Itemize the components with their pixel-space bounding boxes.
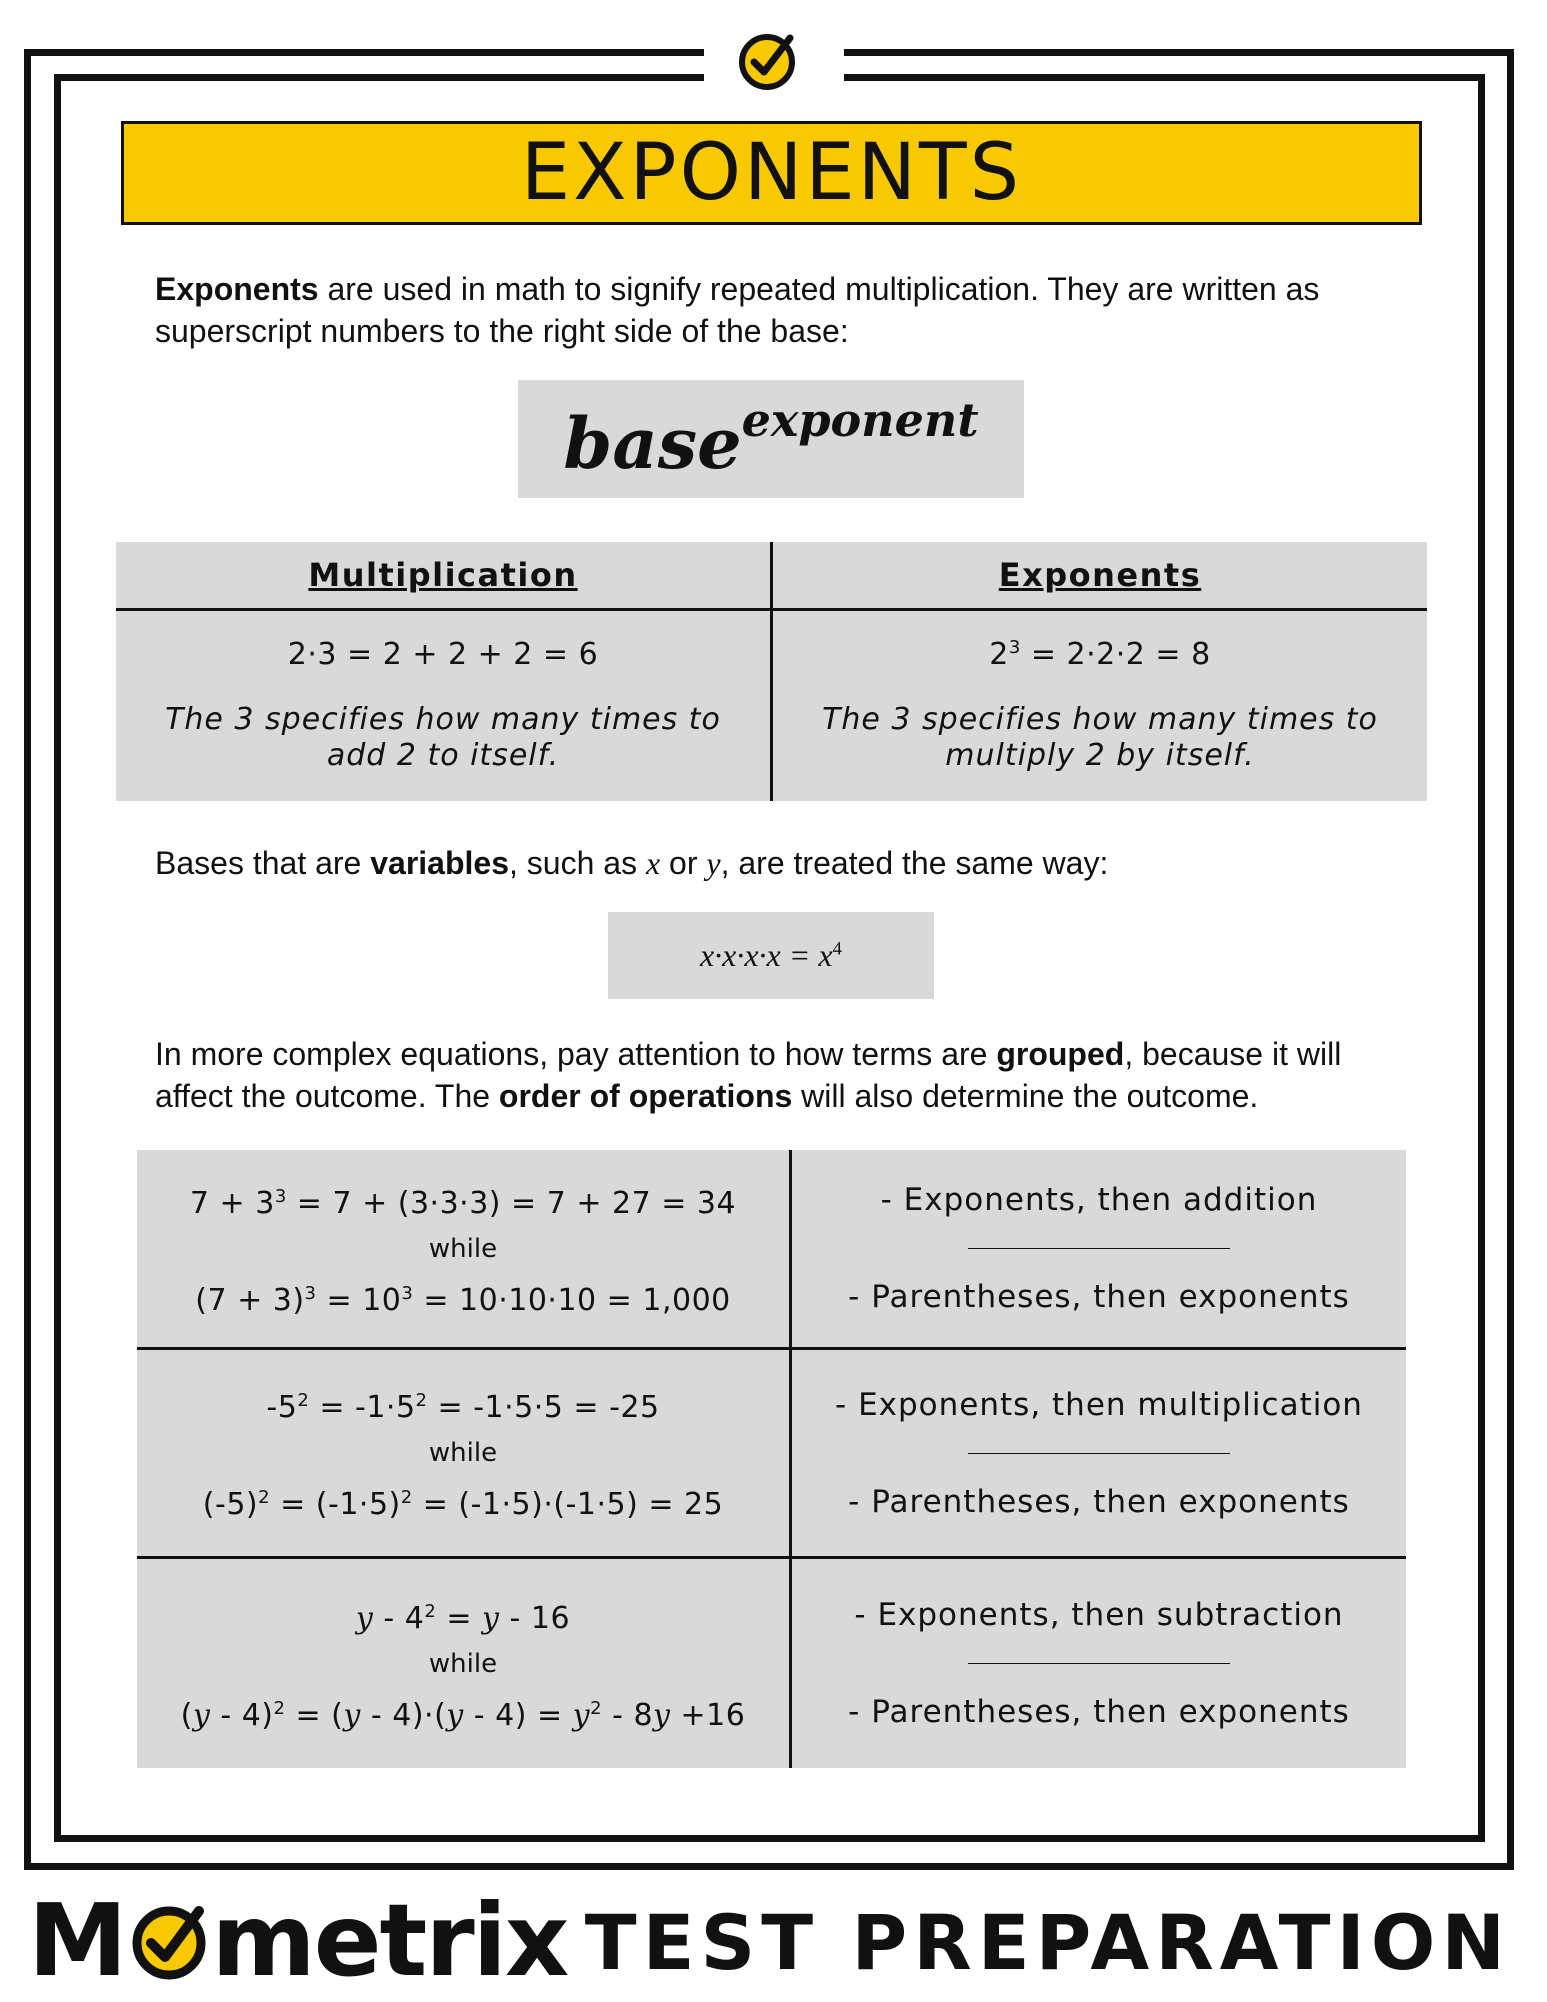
- r3-b6s: 2: [590, 1697, 603, 1719]
- ops-row3-rules: [791, 1558, 1407, 1769]
- multiplication-note: [136, 702, 750, 774]
- r1-b2s: 3: [401, 1282, 414, 1304]
- multiplication-note-line2: add 2 to itself.: [326, 738, 560, 773]
- exponent-note-line2: multiply 2 by itself.: [945, 738, 1255, 773]
- r2-a2s: 2: [415, 1390, 428, 1411]
- ops-row1-rule-b: - Parentheses, then exponents: [848, 1279, 1350, 1315]
- ops-row3-rule-b: - Parentheses, then exponents: [848, 1694, 1350, 1730]
- grouping-p1: In more complex equations, pay attention to how terms are: [155, 1036, 997, 1072]
- variables-bold: variables: [370, 845, 509, 881]
- ops-row1-divider: [968, 1248, 1230, 1249]
- ops-row1-eq-b: [138, 1272, 788, 1323]
- multiplication-cell: [116, 610, 772, 802]
- grouping-p4: will also determine the outcome.: [792, 1078, 1259, 1114]
- r3-b2: - 4): [210, 1697, 274, 1733]
- variable-equation-lhs: x·x·x·x = x: [699, 937, 833, 973]
- ops-row3-rule-a: - Exponents, then subtraction: [854, 1597, 1344, 1633]
- exponent-note: [793, 702, 1407, 774]
- ops-row1-eq-a: [138, 1175, 788, 1226]
- ops-row2-eq-a: [138, 1379, 788, 1430]
- ops-row2-while: while: [428, 1438, 498, 1468]
- ops-row2-rule-a: - Exponents, then multiplication: [835, 1386, 1363, 1423]
- r3-b2s: 2: [273, 1697, 286, 1719]
- r1-b3: = 10·10·10 = 1,000: [413, 1282, 731, 1318]
- variables-mid: , such as: [509, 845, 646, 881]
- r3-a3: - 16: [499, 1600, 571, 1636]
- ops-row1-rule-a: - Exponents, then addition: [880, 1182, 1318, 1218]
- operations-table: [137, 1150, 1406, 1768]
- variables-post: , are treated the same way:: [720, 845, 1109, 881]
- r3-b7: - 8: [602, 1697, 654, 1733]
- exp-eq-rest: = 2·2·2 = 8: [1020, 637, 1211, 672]
- r3-a2: =: [436, 1600, 483, 1636]
- ops-row2-rule-b: - Parentheses, then exponents: [848, 1483, 1350, 1520]
- r2-b1: (-5): [202, 1487, 259, 1522]
- multiplication-note-line1: The 3 specifies how many times to: [165, 702, 721, 737]
- comparison-table: [116, 542, 1427, 801]
- r2-a1: -5: [266, 1390, 298, 1425]
- r3-b5: - 4) =: [463, 1697, 573, 1733]
- title-banner: [121, 121, 1422, 225]
- variables-paragraph: [155, 842, 1410, 884]
- mometrix-logo: [28, 1882, 568, 1999]
- r3-b1: (: [180, 1697, 193, 1733]
- r3-y1: y: [355, 1600, 374, 1636]
- exponent-equation: [793, 637, 1407, 672]
- r3-y3: y: [192, 1697, 211, 1733]
- r1-b2: = 10: [316, 1282, 402, 1318]
- r3-a1: - 4: [373, 1600, 425, 1636]
- r3-y4: y: [343, 1697, 361, 1733]
- r2-b2s: 2: [400, 1487, 413, 1508]
- intro-line2: superscript numbers to the right side of the base:: [155, 313, 849, 349]
- r2-b2: = (-1·5): [270, 1487, 401, 1522]
- ops-row2-divider: [968, 1453, 1230, 1454]
- r2-a2: = -1·5: [309, 1390, 416, 1425]
- variables-pre: Bases that are: [155, 845, 371, 881]
- r3-y2: y: [482, 1600, 500, 1636]
- ops-row3-math: [137, 1558, 791, 1769]
- r2-a3: = -1·5·5 = -25: [427, 1390, 660, 1425]
- ops-row2-rules: [791, 1349, 1407, 1558]
- intro-paragraph: [155, 268, 1410, 352]
- formula-base: base: [563, 402, 742, 485]
- variable-equation-box: [608, 912, 934, 999]
- ops-row3-while: while: [428, 1648, 498, 1679]
- r1-b1: (7 + 3): [195, 1282, 305, 1318]
- base-exponent-formula: [563, 393, 978, 485]
- grouping-bold-order: order of operations: [498, 1078, 793, 1114]
- r3-b8: +16: [670, 1697, 746, 1733]
- exp-eq-base: 2: [989, 637, 1009, 672]
- header-multiplication: Multiplication: [116, 542, 772, 610]
- r3-b3: = (: [285, 1697, 344, 1733]
- exp-eq-sup: 3: [1008, 637, 1021, 658]
- ops-row1-rules: [791, 1150, 1407, 1349]
- logo-check-icon: [127, 1897, 211, 1981]
- grouping-paragraph: [155, 1033, 1410, 1117]
- exponent-note-line1: The 3 specifies how many times to: [822, 702, 1378, 737]
- ops-row1-math: [137, 1150, 791, 1349]
- ops-row3-divider: [968, 1663, 1230, 1664]
- ops-row3-eq-a: [138, 1590, 788, 1641]
- footer-tagline: TEST PREPARATION: [584, 1898, 1511, 1987]
- intro-bold-term: Exponents: [155, 271, 319, 307]
- ops-row3-eq-b: [138, 1687, 788, 1738]
- multiplication-equation: 2·3 = 2 + 2 + 2 = 6: [287, 637, 599, 672]
- brand-rest: metrix: [211, 1882, 568, 1999]
- page-title: EXPONENTS: [520, 128, 1023, 218]
- footer: [0, 1880, 1547, 2002]
- ops-row2-eq-b: [138, 1476, 788, 1527]
- header-exponents: Exponents: [772, 542, 1428, 610]
- exponents-cell: [772, 610, 1428, 802]
- ops-row2-math: [137, 1349, 791, 1558]
- r2-a1s: 2: [297, 1390, 310, 1411]
- r1-a1s: 3: [274, 1185, 287, 1207]
- grouping-p3: affect the outcome. The: [155, 1078, 499, 1114]
- variable-equation: [700, 937, 842, 974]
- r1-a2: = 7 + (3·3·3) = 7 + 27 = 34: [286, 1185, 737, 1221]
- variable-x: x: [645, 845, 661, 881]
- brand-m: M: [28, 1882, 126, 1999]
- intro-line1: are used in math to signify repeated multiplication. They are written as: [318, 271, 1320, 307]
- r3-y6: y: [572, 1697, 591, 1733]
- r3-a1s: 2: [424, 1600, 437, 1622]
- ops-row1-while: while: [428, 1233, 498, 1264]
- r1-a1: 7 + 3: [189, 1185, 275, 1221]
- r3-y7: y: [653, 1697, 671, 1733]
- variable-equation-sup: 4: [832, 938, 843, 960]
- grouping-p2: , because it will: [1124, 1036, 1342, 1072]
- r2-b3: = (-1·5)·(-1·5) = 25: [412, 1487, 724, 1522]
- checkmark-badge-icon: [734, 26, 800, 92]
- variables-or: or: [660, 845, 707, 881]
- base-exponent-box: [518, 380, 1024, 498]
- r2-b1s: 2: [258, 1487, 271, 1508]
- formula-exponent: exponent: [741, 393, 979, 447]
- grouping-bold-grouped: grouped: [996, 1036, 1125, 1072]
- r3-b4: - 4)·(: [360, 1697, 447, 1733]
- variable-y: y: [706, 845, 721, 881]
- r1-b1s: 3: [304, 1282, 317, 1304]
- r3-y5: y: [446, 1697, 464, 1733]
